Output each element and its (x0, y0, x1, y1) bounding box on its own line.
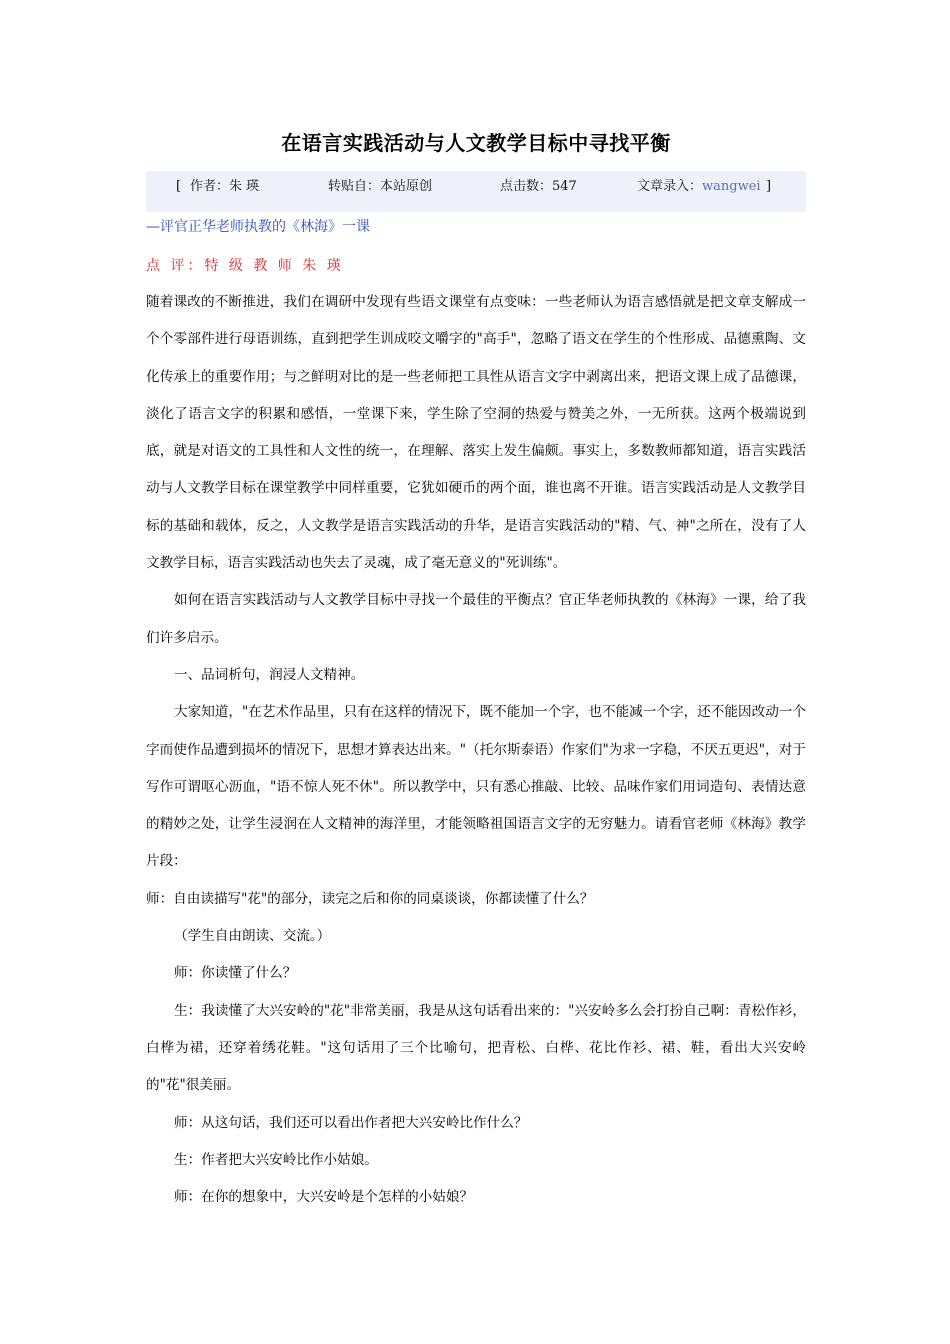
article-title: 在语言实践活动与人文教学目标中寻找平衡 (281, 131, 671, 155)
dialogue-line: 生：作者把大兴安岭比作小姑娘。 (174, 1151, 378, 1168)
section-heading: 一、品词析句，润浸人文精神。 (174, 666, 365, 683)
paragraph: 随着课改的不断推进，我们在调研中发现有些语文课堂有点变味：一些老师认为语言感悟就是把文章支解成一个个零部件进行母语训练，直到把学生训成咬文嚼字的"高手"，忽略了语文在学生的个性形成、品德熏陶、文化传承上的重要作用；与之鲜明对比的是一些老师把工具性从语言文字中剥离出来，把语文课上成了品德课，淡化了语言文字的积累和感悟，一堂课下来，学生除了空洞的热爱与赞美之外，一无所获。这两个极端说到底，就是对语文的工具性和人文性的统一，在理解、落实上发生偏颇。事实上，多数教师都知道，语言实践活动与人文教学目标在课堂教学中同样重要，它犹如硬币的两个面，谁也离不开谁。语言实践活动是人文教学目标的基础和载体，反之，人文教学是语言实践活动的升华，是语言实践活动的"精、气、神"之所在，没有了人文教学目标，语言实践活动也失去了灵魂，成了毫无意义的"死训练"。 (146, 294, 806, 572)
paragraph: 如何在语言实践活动与人文教学目标中寻找一个最佳的平衡点？官正华老师执教的《林海》一课，给了我们许多启示。 (146, 592, 806, 646)
article-meta-bar (146, 171, 806, 212)
article-body (146, 284, 806, 1216)
meta-close-bracket: ] (766, 179, 772, 194)
article-subtitle: —评官正华老师执教的《林海》一课 (146, 219, 370, 235)
meta-open-bracket: [ (176, 179, 182, 194)
meta-author: 作者：朱 瑛 (190, 179, 260, 194)
meta-entry-label: 文章录入： (637, 179, 703, 194)
dialogue-line: （学生自由朗读、交流。） (174, 928, 331, 945)
meta-entry-link[interactable]: wangwei (702, 179, 761, 194)
critic-line: 点 评：特 级 教 师 朱 瑛 (146, 258, 344, 274)
paragraph: 大家知道，"在艺术作品里，只有在这样的情况下，既不能加一个字，也不能减一个字，还不能因改动一个字而使作品遭到损坏的情况下，思想才算表达出来。"（托尔斯泰语）作家们"为求一字稳，不厌五更迟"，对于写作可谓呕心沥血，"语不惊人死不休"。所以教学中，只有悉心推敲、比较、品味作家们用词造句、表情达意的精妙之处，让学生浸润在人文精神的海洋里，才能领略祖国语言文字的无穷魅力。请看官老师《林海》教学片段： (146, 704, 806, 870)
dialogue-line: 师：你读懂了什么？ (174, 965, 297, 982)
dialogue-line: 生：我读懂了大兴安岭的"花"非常美丽，我是从这句话看出来的："兴安岭多么会打扮自己啊：青松作衫，白桦为裙，还穿着绣花鞋。"这句话用了三个比喻句，把青松、白桦、花比作衫、裙、鞋，看出大兴安岭的"花"很美丽。 (146, 1002, 806, 1094)
dialogue-line: 师：从这句话，我们还可以看出作者把大兴安岭比作什么？ (174, 1114, 528, 1131)
meta-source: 转贴自：本站原创 (328, 179, 433, 194)
dialogue-line: 师：自由读描写"花"的部分，读完之后和你的同桌谈谈，你都读懂了什么？ (146, 890, 594, 907)
dialogue-line: 师：在你的想象中，大兴安岭是个怎样的小姑娘？ (174, 1189, 474, 1206)
meta-clicks: 点击数：547 (500, 179, 577, 194)
meta-entry (637, 171, 761, 202)
